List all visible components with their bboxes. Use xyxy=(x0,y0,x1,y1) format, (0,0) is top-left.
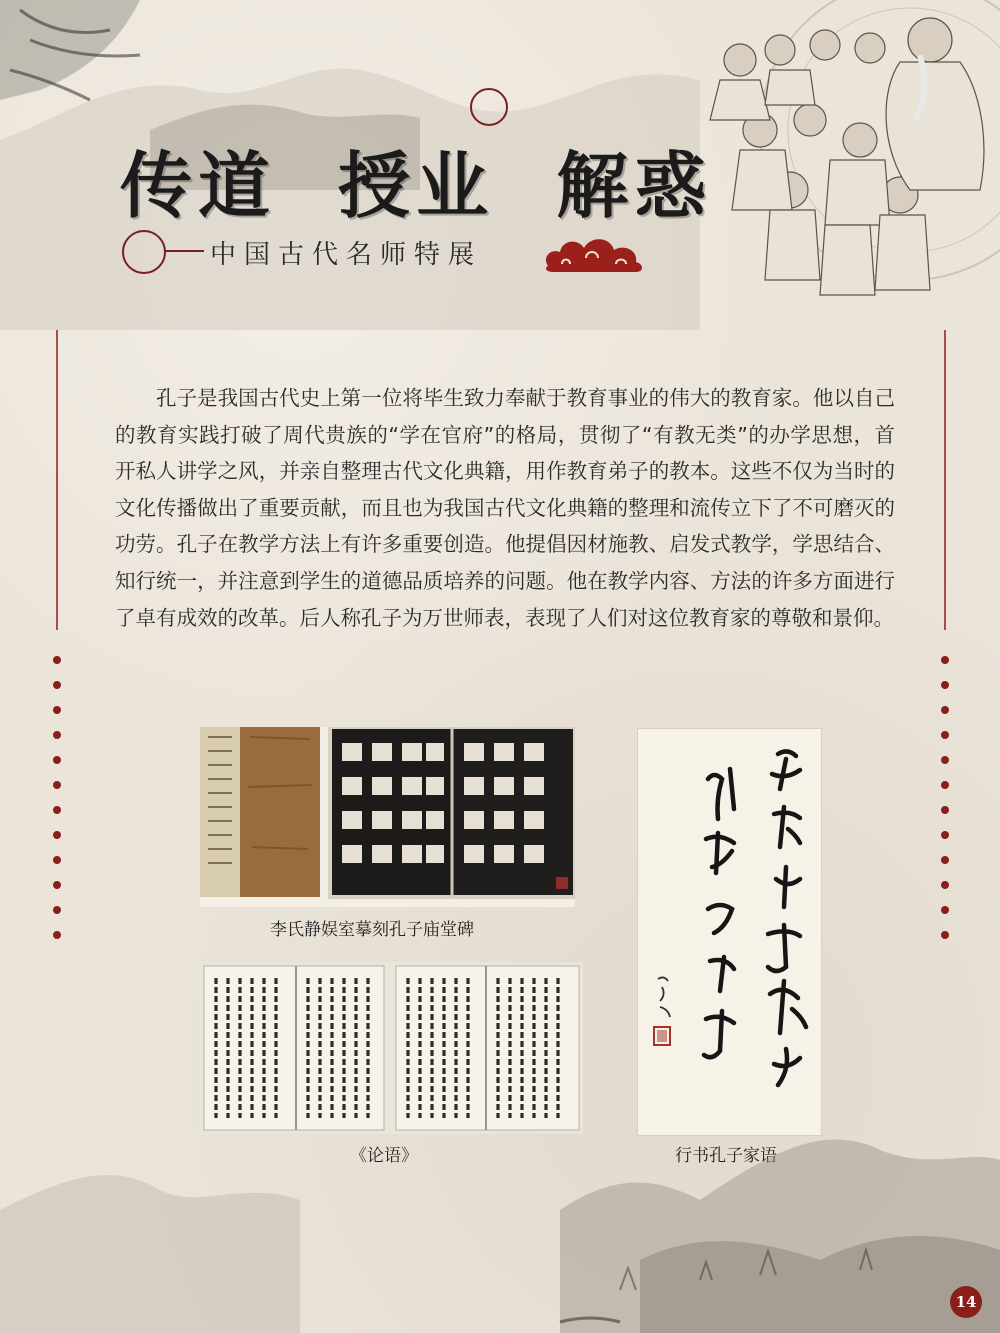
left-frame-ornament xyxy=(52,330,62,940)
stele-rubbing-photo xyxy=(200,727,575,907)
confucius-teaching-illustration xyxy=(680,0,1000,300)
ink-landscape-bottom xyxy=(0,1060,1000,1333)
stele-rubbing-image xyxy=(200,727,575,907)
page-subtitle: 中国古代名师特展 xyxy=(210,240,483,270)
subtitle-line-ornament xyxy=(164,250,204,252)
auspicious-cloud-icon xyxy=(540,230,650,274)
page-number-badge: 14 xyxy=(950,1286,982,1318)
right-frame-ornament xyxy=(940,330,950,940)
article-body xyxy=(115,380,895,636)
subtitle-ring-ornament xyxy=(122,230,166,274)
title-ring-ornament xyxy=(470,88,508,126)
stele-caption: 李氏静娱室摹刻孔子庙堂碑 xyxy=(270,920,474,940)
calligraphy-caption: 行书孔子家语 xyxy=(675,1146,777,1166)
analects-caption: 《论语》 xyxy=(350,1146,418,1166)
page-title: 传道 授业 解惑 xyxy=(120,143,713,228)
article-paragraph: 孔子是我国古代史上第一位将毕生致力奉献于教育事业的伟大的教育家。他以自己的教育实践打破了周代贵族的“学在官府”的格局，贯彻了“有教无类”的办学思想，首开私人讲学之风，并亲自整理古代文化典籍，用作教育弟子的教本。这些不仅为当时的文化传播做出了重要贡献，而且也为我国古代文化典籍的整理和流传立下了不可磨灭的功劳。孔子在教学方法上有许多重要创造。他提倡因材施教、启发式教学，学思结合、知行统一，并注意到学生的道德品质培养的问题。他在教学内容、方法的许多方面进行了卓有成效的改革。后人称孔子为万世师表，表现了人们对这位教育家的尊敬和景仰。 xyxy=(115,386,895,630)
subtitle-row xyxy=(120,228,640,276)
